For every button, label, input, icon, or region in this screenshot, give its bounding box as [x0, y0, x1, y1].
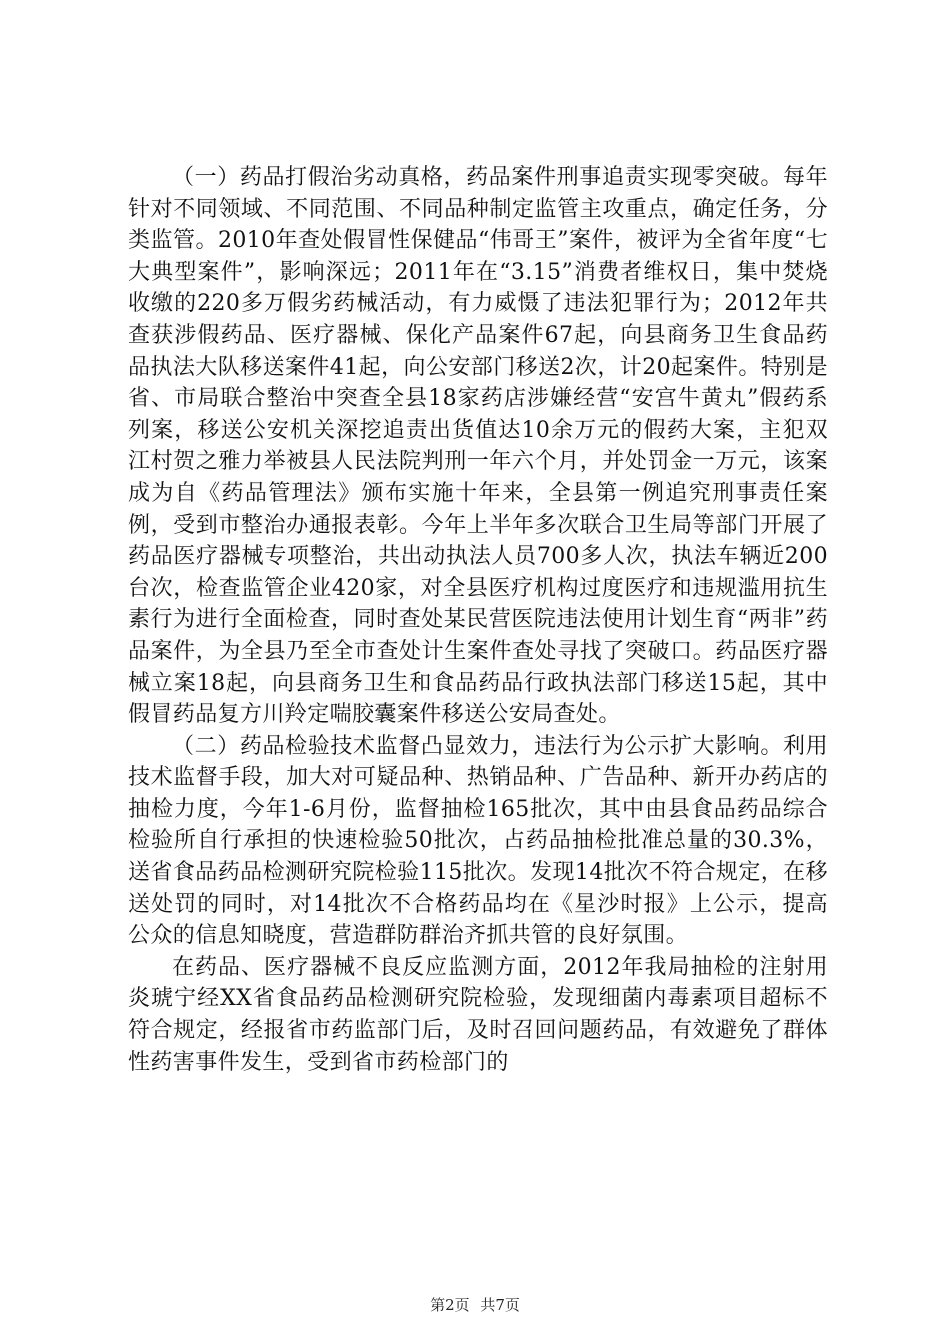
- page-total: 共7页: [480, 1296, 520, 1314]
- paragraph-adverse-reaction: 在药品、医疗器械不良反应监测方面，2012年我局抽检的注射用炎琥宁经XX省食品药品检测研究院检验，发现细菌内毒素项目超标不符合规定，经报省市药监部门后，及时召回问题药品，有效避免了群体性药害事件发生，受到省市药检部门的: [128, 954, 828, 1075]
- paragraph-drug-inspection: （二）药品检验技术监督凸显效力，违法行为公示扩大影响。利用技术监督手段，加大对可疑品种、热销品种、广告品种、新开办药店的抽检力度，今年1-6月份，监督抽检165批次，其中由县食品药品综合检验所自行承担的快速检验50批次，占药品抽检批准总量的30.3%，送省食品药品检测研究院检验115批次。发现14批次不符合规定，在移送处罚的同时，对14批次不合格药品均在《星沙时报》上公示，提高公众的信息知晓度，营造群防群治齐抓共管的良好氛围。: [128, 733, 828, 949]
- page-number: 第2页: [430, 1296, 470, 1314]
- paragraph-drug-crackdown: （一）药品打假治劣动真格，药品案件刑事追责实现零突破。每年针对不同领域、不同范围、不同品种制定监管主攻重点，确定任务，分类监管。2010年查处假冒性保健品“伟哥王”案件，被评为全省年度“七大典型案件”，影响深远；2011年在“3.15”消费者维权日，集中焚烧收缴的220多万假劣药械活动，有力威慑了违法犯罪行为；2012年共查获涉假药品、医疗器械、保化产品案件67起，向县商务卫生食品药品执法大队移送案件41起，向公安部门移送2次，计20起案件。特别是省、市局联合整治中突查全县18家药店涉嫌经营“安宫牛黄丸”假药系列案，移送公安机关深挖追责出货值达10余万元的假药大案，主犯双江村贺之雅力举被县人民法院判刑一年六个月，并处罚金一万元，该案成为自《药品管理法》颁布实施十年来，全县第一例追究刑事责任案例，受到市整治办通报表彰。今年上半年多次联合卫生局等部门开展了药品医疗器械专项整治，共出动执法人员700多人次，执法车辆近200台次，检查监管企业420家，对全县医疗机构过度医疗和违规滥用抗生素行为进行全面检查，同时查处某民营医院违法使用计划生育“两非”药品案件，为全县乃至全市查处计生案件查处寻找了突破口。药品医疗器械立案18起，向县商务卫生和食品药品行政执法部门移送15起，其中假冒药品复方川羚定喘胶囊案件移送公安局查处。: [128, 165, 828, 728]
- document-body: [128, 162, 828, 1078]
- page-footer: [0, 1294, 950, 1315]
